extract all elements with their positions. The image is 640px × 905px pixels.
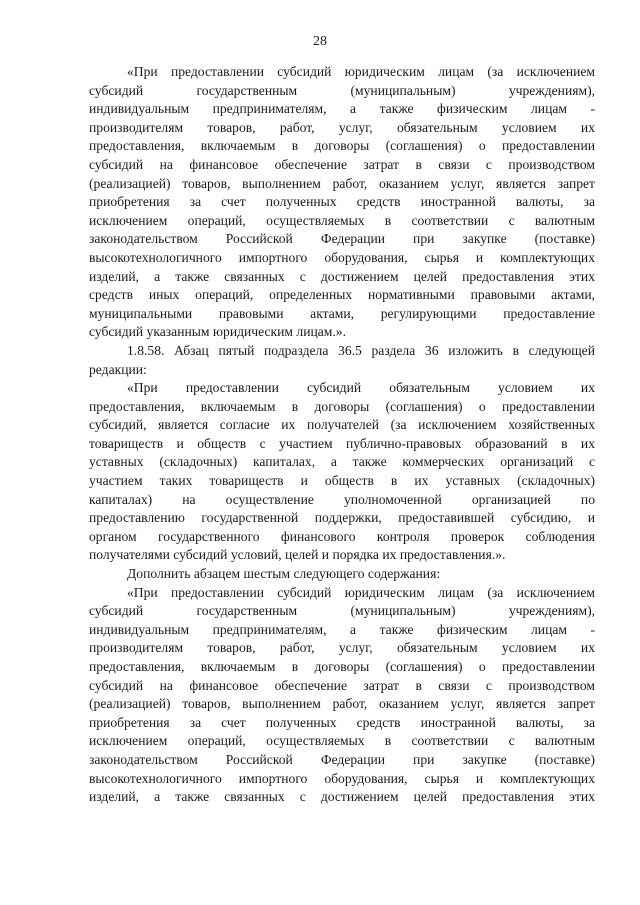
- text-line: приобретения за счет полученных средств иностранной валюты, за: [89, 194, 595, 210]
- text-line: индивидуальным предпринимателям, а также физическим лицам -: [89, 621, 595, 637]
- text-line: получателями субсидий условий, целей и порядка их предоставления.».: [89, 547, 506, 563]
- text-line: предоставлению государственной поддержки, предоставившей субсидию, и: [89, 510, 595, 526]
- text-line: приобретения за счет полученных средств иностранной валюты, за: [89, 714, 595, 730]
- text-line: индивидуальным предпринимателям, а также физическим лицам -: [89, 101, 595, 117]
- text-line: высокотехнологичного импортного оборудования, сырья и комплектующих: [89, 249, 595, 265]
- text-line: субсидий на финансовое обеспечение затрат в связи с производством: [89, 677, 595, 693]
- text-line: исключением операций, осуществляемых в соответствии с валютным: [89, 733, 595, 749]
- text-line: товариществ и обществ с участием публично-правовых образований в их: [89, 435, 595, 451]
- text-line: изделий, а также связанных с достижением целей предоставления этих: [89, 268, 595, 284]
- text-line: законодательством Российской Федерации при закупке (поставке): [89, 231, 595, 247]
- text-line: субсидий указанным юридическим лицам.».: [89, 324, 346, 340]
- text-line: «При предоставлении субсидий юридическим лицам (за исключением: [127, 584, 595, 600]
- text-line: субсидий на финансовое обеспечение затрат в связи с производством: [89, 156, 595, 172]
- text-line: производителям товаров, работ, услуг, обязательным условием их: [89, 119, 595, 135]
- text-line: субсидий государственным (муниципальным) учреждениям),: [89, 603, 595, 619]
- page-number: 28: [313, 34, 327, 49]
- text-line: предоставления, включаемым в договоры (соглашения) о предоставлении: [89, 398, 595, 414]
- text-line: Дополнить абзацем шестым следующего содержания:: [127, 566, 441, 582]
- text-line: высокотехнологичного импортного оборудования, сырья и комплектующих: [89, 770, 595, 786]
- text-line: органом государственного финансового контроля проверок соблюдения: [89, 528, 595, 544]
- text-line: производителям товаров, работ, услуг, обязательным условием их: [89, 640, 595, 656]
- text-line: «При предоставлении субсидий юридическим лицам (за исключением: [127, 64, 595, 79]
- text-line: (реализацией) товаров, выполнением работ, оказанием услуг, является запрет: [89, 175, 595, 191]
- text-line: исключением операций, осуществляемых в соответствии с валютным: [89, 212, 595, 228]
- text-line: субсидий государственным (муниципальным) учреждениям),: [89, 82, 595, 98]
- text-line: (реализацией) товаров, выполнением работ, оказанием услуг, является запрет: [89, 696, 595, 712]
- text-line: законодательством Российской Федерации при закупке (поставке): [89, 751, 595, 767]
- text-line: муниципальными правовыми актами, регулирующими предоставление: [89, 305, 595, 321]
- text-line: уставных (складочных) капиталах, а также коммерческих организаций с: [89, 454, 595, 470]
- text-line: «При предоставлении субсидий обязательным условием их: [127, 380, 595, 396]
- text-line: капиталах) на осуществление уполномоченной организацией по: [89, 491, 595, 507]
- text-line: предоставления, включаемым в договоры (соглашения) о предоставлении: [89, 138, 595, 154]
- text-line: предоставления, включаемым в договоры (соглашения) о предоставлении: [89, 659, 595, 674]
- text-line: средств иных операций, определенных нормативными правовыми актами,: [89, 287, 595, 303]
- text-line: участием таких товариществ и обществ в их уставных (складочных): [89, 473, 595, 489]
- text-line: изделий, а также связанных с достижением целей предоставления этих: [89, 789, 595, 805]
- text-line: 1.8.58. Абзац пятый подраздела 36.5 раздела 36 изложить в следующей: [127, 342, 595, 358]
- document-body: [89, 63, 595, 807]
- text-line: редакции:: [89, 361, 147, 377]
- text-line: субсидий, является согласие их получателей (за исключением хозяйственных: [89, 417, 595, 433]
